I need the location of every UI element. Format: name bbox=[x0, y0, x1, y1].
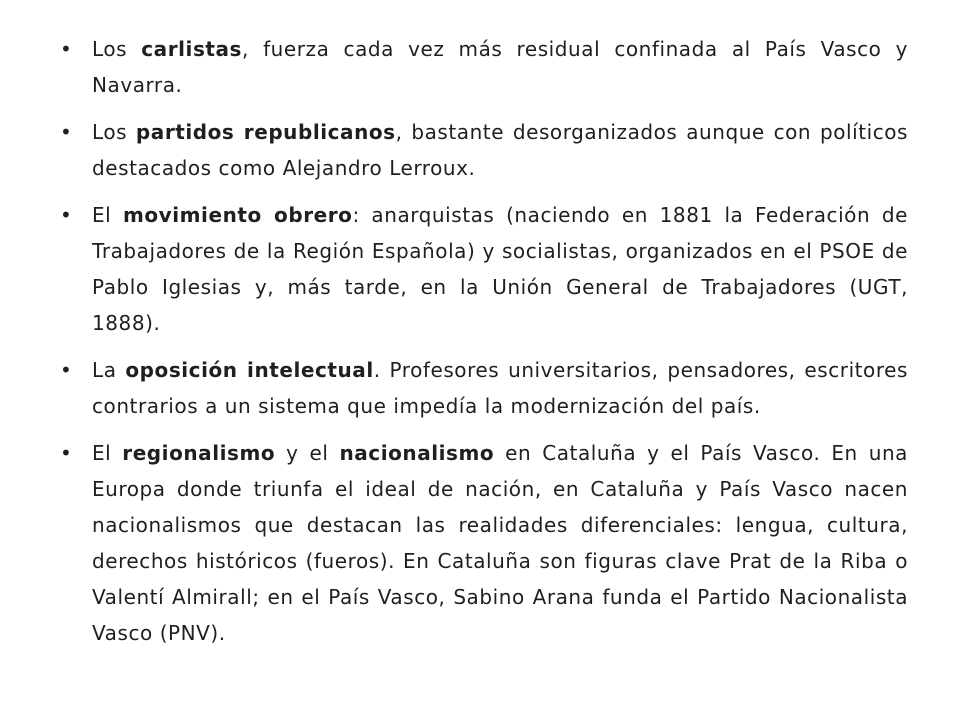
bold-term: regionalismo bbox=[122, 441, 276, 465]
text-segment: , bastante desorganizados aunque con políticos destacados como Alejandro Lerroux. bbox=[92, 120, 908, 180]
bold-term: carlistas bbox=[141, 37, 243, 61]
bullet-item-regionalismo bbox=[60, 435, 908, 651]
bullet-point-icon: • bbox=[60, 120, 73, 144]
text-segment: Los bbox=[92, 37, 142, 61]
bullet-list bbox=[60, 31, 908, 662]
bullet-point-icon: • bbox=[60, 203, 73, 227]
bullet-text bbox=[92, 435, 908, 651]
text-segment: , fuerza cada vez más residual confinada al País Vasco y Navarra. bbox=[92, 37, 908, 97]
text-segment: El bbox=[92, 441, 123, 465]
text-segment: Los bbox=[92, 120, 136, 144]
bullet-text bbox=[92, 352, 908, 424]
text-segment: La bbox=[92, 358, 126, 382]
text-segment: El bbox=[92, 203, 123, 227]
bullet-item-republicanos bbox=[60, 114, 908, 186]
bold-term: oposición intelectual bbox=[125, 358, 374, 382]
text-segment: en Cataluña y el País Vasco. En una Europa donde triunfa el ideal de nación, en Cataluña y País Vasco nacen nacionalismos que destacan las realidades diferenciales: lengua, cultura, derechos históricos (fueros). En Cataluña son figuras clave Prat de la Riba o Valentí Almirall; en el País Vasco, Sabino Arana funda el Partido Nacionalista Vasco (PNV). bbox=[92, 441, 908, 645]
text-segment: . Profesores universitarios, pensadores, escritores contrarios a un sistema que impedía la modernización del país. bbox=[92, 358, 909, 418]
bold-term: movimiento obrero bbox=[122, 203, 353, 227]
bullet-item-oposicion-intelectual bbox=[60, 352, 908, 424]
bullet-text bbox=[92, 114, 908, 186]
bold-term: partidos republicanos bbox=[135, 120, 396, 144]
bullet-point-icon: • bbox=[60, 37, 73, 61]
bullet-text bbox=[92, 31, 908, 103]
bullet-point-icon: • bbox=[60, 441, 73, 465]
bullet-text bbox=[92, 197, 908, 341]
text-segment: : anarquistas (naciendo en 1881 la Federación de Trabajadores de la Región Española) y socialistas, organizados en el PSOE de Pablo Iglesias y, más tarde, en la Unión General de Trabajadores (UGT, 1888). bbox=[92, 203, 908, 335]
bullet-item-movimiento-obrero bbox=[60, 197, 908, 341]
bold-term: nacionalismo bbox=[339, 441, 495, 465]
text-segment: y el bbox=[275, 441, 340, 465]
bullet-point-icon: • bbox=[60, 358, 73, 382]
bullet-item-carlistas bbox=[60, 31, 908, 103]
